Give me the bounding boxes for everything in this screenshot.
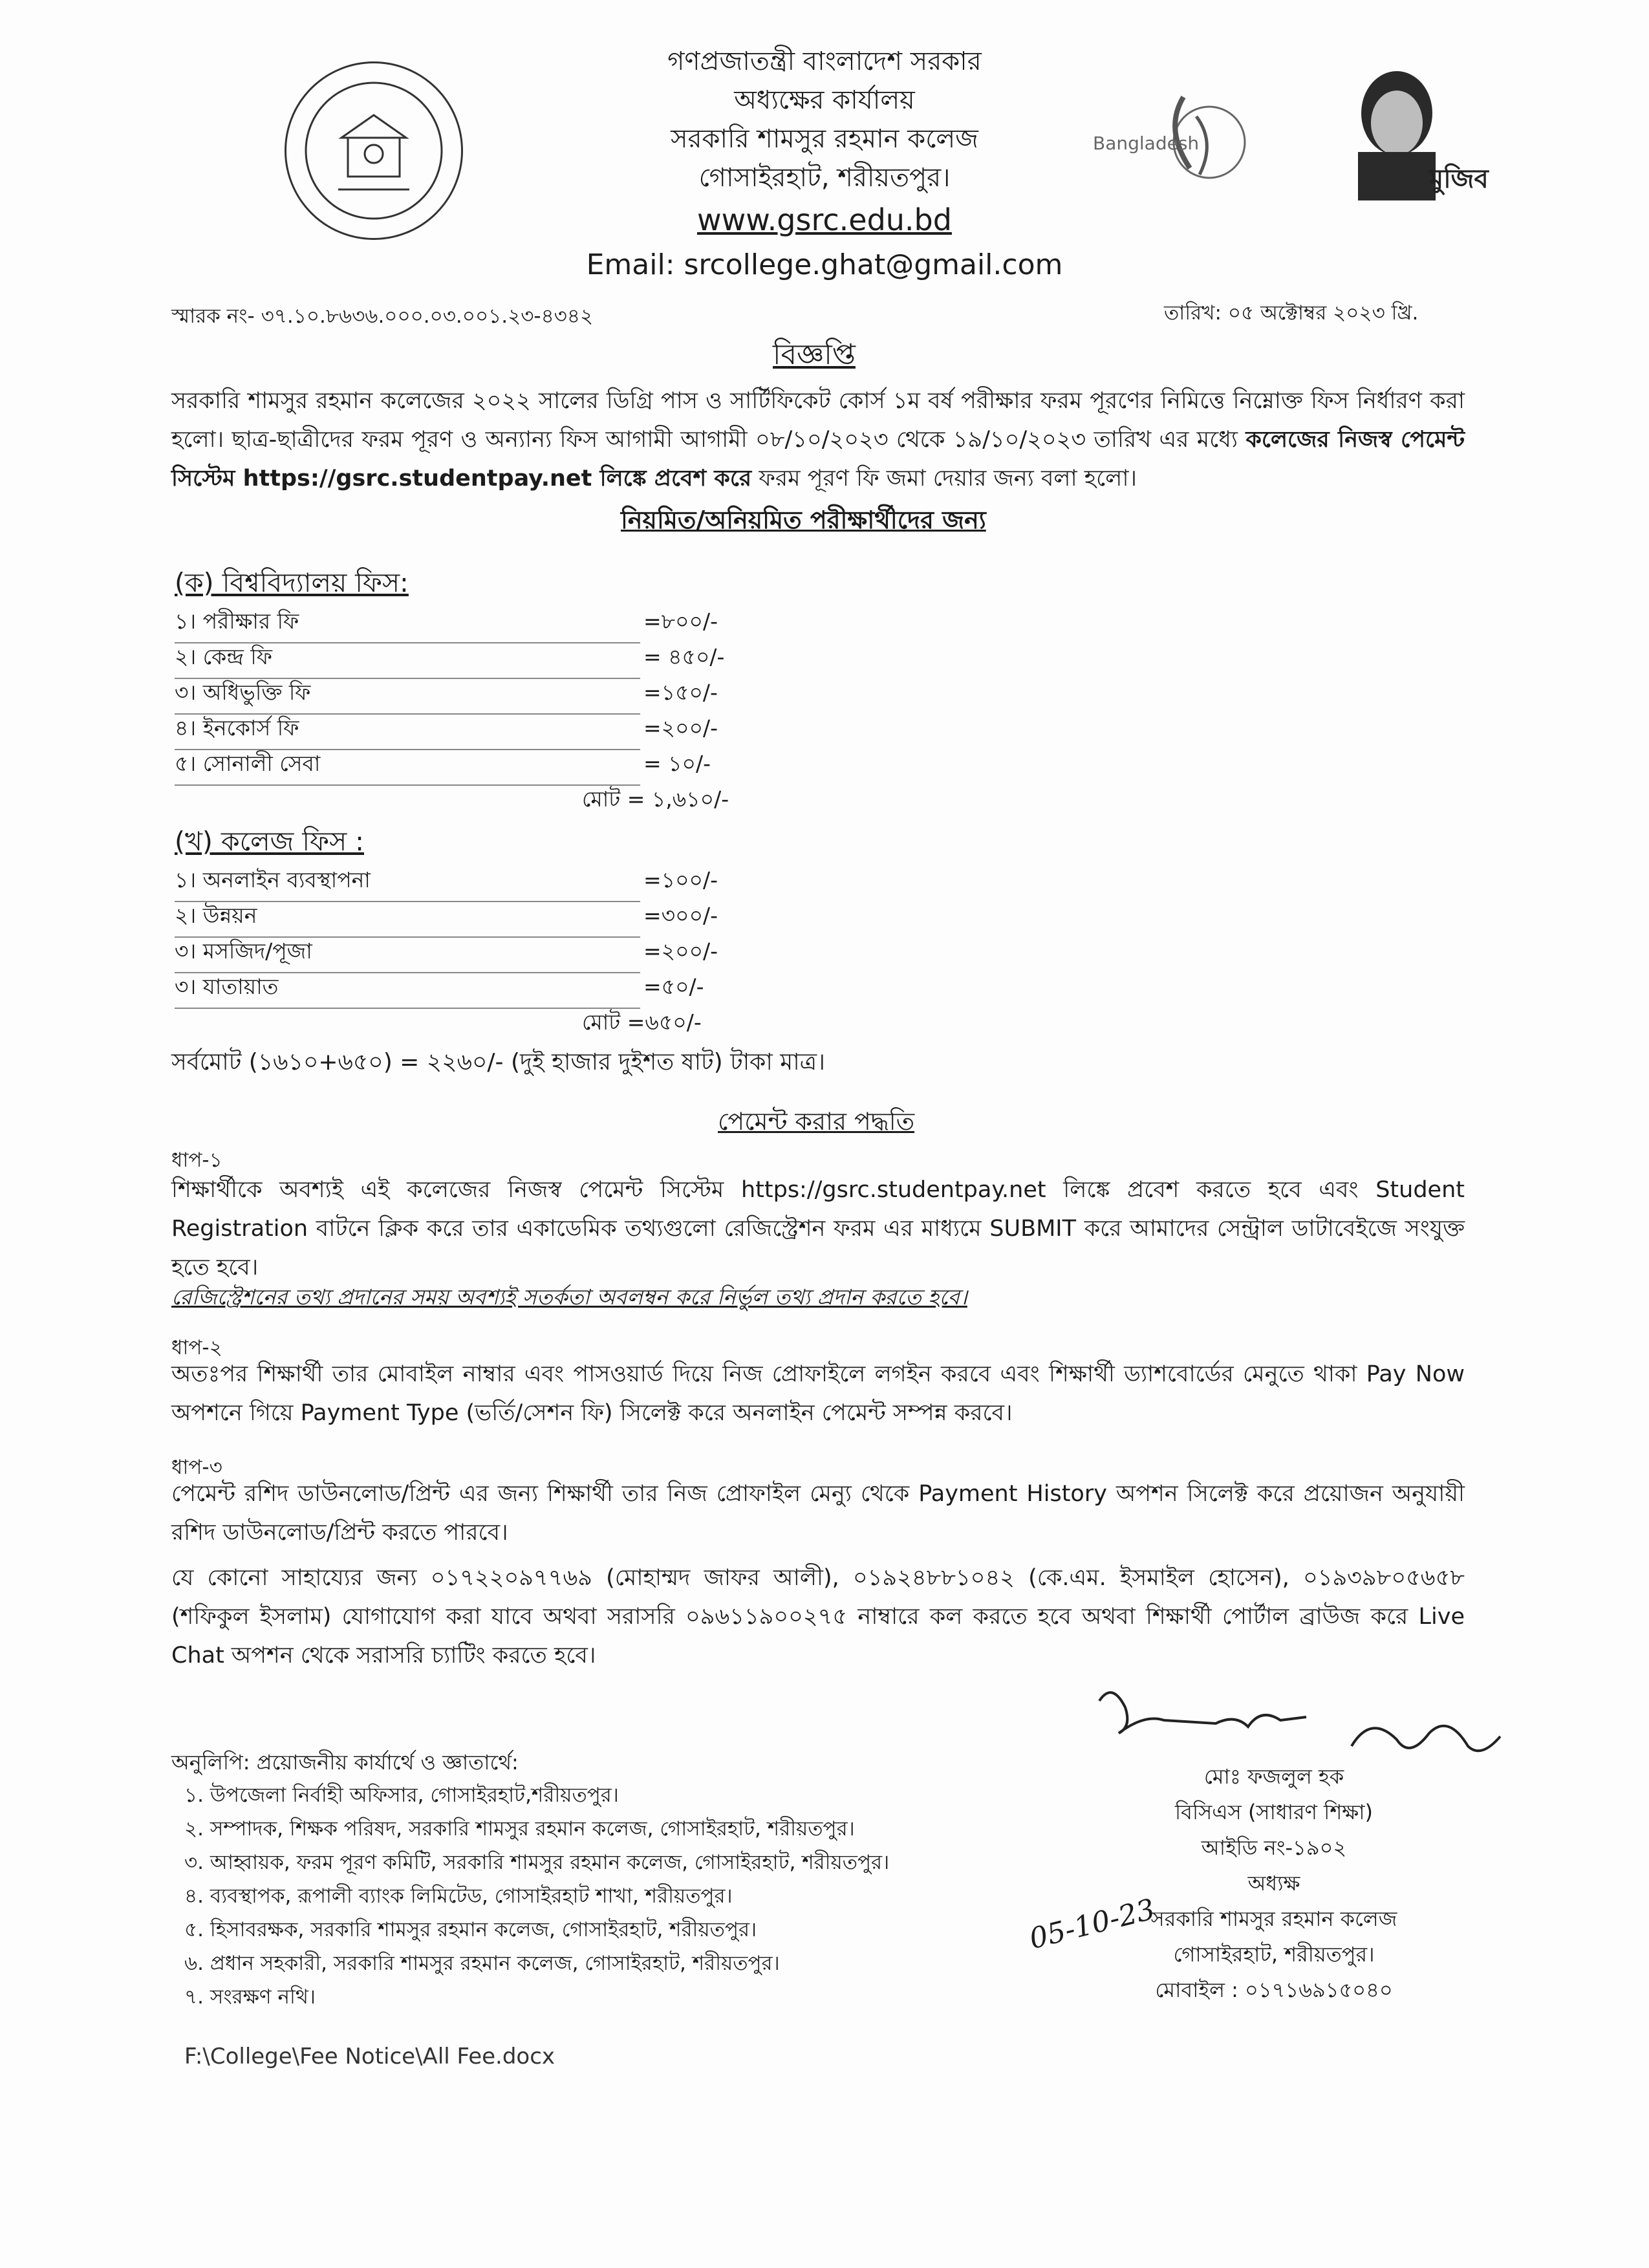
college-fee-row: [175, 899, 757, 934]
fee-label: ৩। অধিভুক্তি ফি: [175, 676, 640, 715]
signature-block: [1112, 1759, 1436, 2008]
copy-item: ৬. প্রধান সহকারী, সরকারি শামসুর রহমান কলেজ, গোসাইরহাট, শরীয়তপুর।: [184, 1952, 780, 1975]
fee-amount: =১০০/-: [643, 867, 718, 892]
fee-amount: = ১০/-: [643, 751, 711, 776]
step3-label: ধাপ-৩: [171, 1456, 222, 1479]
notice-intro: [171, 382, 1465, 498]
step1-label: ধাপ-১: [171, 1149, 222, 1172]
fee-amount: =৩০০/-: [643, 903, 718, 928]
copy-item: ৩. আহ্বায়ক, ফরম পূরণ কমিটি, সরকারি শামসুর রহমান কলেজ, গোসাইরহাট, শরীয়তপুর।: [184, 1851, 890, 1874]
copy-item: ৫. হিসাবরক্ষক, সরকারি শামসুর রহমান কলেজ, গোসাইরহাট, শরীয়তপুর।: [184, 1918, 757, 1941]
handwritten-date: 05-10-23: [1026, 1892, 1158, 1956]
intro-text-1: সরকারি শামসুর রহমান কলেজের ২০২২ সালের ডিগ্রি পাস ও সার্টিফিকেট কোর্স ১ম বর্ষ পরীক্ষার ফরম পূরণের নিমিত্তে নিম্নোক্ত ফিস নির্ধারণ করা হলো। ছাত্র-ছাত্রীদের ফরম পূরণ ও অন্যান্য ফিস আগামী আগামী ০৮/১০/২০২৩ থেকে ১৯/১০/২০২৩ তারিখ এর মধ্যে: [171, 388, 1465, 453]
step2-label: ধাপ-২: [171, 1336, 222, 1359]
fee-amount: =২০০/-: [643, 938, 718, 964]
university-fees-heading: (ক) বিশ্ববিদ্যালয় ফিস:: [175, 567, 409, 598]
fee-label: ১। অনলাইন ব্যবস্থাপনা: [175, 863, 640, 902]
fee-amount: = ৪৫০/-: [643, 644, 725, 669]
letterhead: [453, 42, 1196, 288]
copy-item: ১. উপজেলা নির্বাহী অফিসার, গোসাইরহাট,শরীয়তপুর।: [184, 1784, 619, 1807]
mujib-100-logo: [1326, 61, 1513, 204]
govt-name: গণপ্রজাতন্ত্রী বাংলাদেশ সরকার: [667, 47, 982, 76]
fee-amount: =২০০/-: [643, 715, 718, 740]
university-fee-total: মোট = ১,৬১০/-: [582, 786, 729, 812]
university-fee-row: [175, 605, 757, 640]
fee-amount: =১৫০/-: [643, 680, 718, 705]
step1-text: শিক্ষার্থীকে অবশ্যই এই কলেজের নিজস্ব পেমেন্ট সিস্টেম https://gsrc.studentpay.net লিঙ্কে প্রবেশ করতে হবে এবং Student Registration বাটনে ক্লিক করে তার একাডেমিক তথ্যগুলো রেজিস্ট্রেশন ফরম এর মাধ্যমে SUBMIT করে আমাদের সেন্ট্রাল ডাটাবেইজে সংযুক্ত হতে হবে।: [171, 1177, 1465, 1280]
signatory-role: অধ্যক্ষ: [1247, 1871, 1300, 1895]
payment-title: পেমেন্ট করার পদ্ধতি: [718, 1107, 915, 1136]
signatory-designation: বিসিএস (সাধারণ শিক্ষা): [1175, 1800, 1373, 1824]
college-logo: [285, 61, 463, 240]
intro-bold-link: কলেজের নিজস্ব পেমেন্ট সিস্টেম https://gsrc.studentpay.net লিঙ্কে প্রবেশ করে: [171, 427, 1465, 491]
signatory-id: আইডি নং-১৯০২: [1201, 1835, 1347, 1860]
copy-item: ৪. ব্যবস্থাপক, রূপালী ব্যাংক লিমিটেড, গোসাইরহাট শাখা, শরীয়তপুর।: [184, 1885, 733, 1908]
fee-amount: =৫০/-: [643, 974, 704, 999]
notice-title: বিজ্ঞপ্তি: [773, 338, 856, 371]
intro-text-2: ফরম পূরণ ফি জমা দেয়ার জন্য বলা হলো।: [751, 466, 1137, 491]
university-fee-row: [175, 640, 757, 675]
memo-number: স্মারক নং- ৩৭.১০.৮৬৩৬.০০০.০৩.০০১.২৩-৪৩৪২: [171, 305, 594, 328]
college-fee-row: [175, 934, 757, 969]
fee-label: ২। উন্নয়ন: [175, 899, 640, 938]
website-link[interactable]: www.gsrc.edu.bd: [697, 202, 952, 237]
signatory-address: গোসাইরহাট, শরীয়তপুর।: [1173, 1942, 1375, 1967]
help-text: যে কোনো সাহায্যের জন্য ০১৭২২০৯৭৭৬৯ (মোহাম্মদ জাফর আলী), ০১৯২৪৮৮১০৪২ (কে.এম. ইসমাইল হোসেন), ০১৯৩৯৮০৫৬৫৮ (শফিকুল ইসলাম) যোগাযোগ করা যাবে অথবা সরাসরি ০৯৬১১৯০০২৭৫ নাম্বারে কল করতে হবে অথবা শিক্ষার্থী পোর্টাল ব্রাউজ করে Live Chat অপশন থেকে সরাসরি চ্যাটিং করতে হবে।: [171, 1565, 1465, 1669]
copy-item: ২. সম্পাদক, শিক্ষক পরিষদ, সরকারি শামসুর রহমান কলেজ, গোসাইরহাট, শরীয়তপুর।: [184, 1817, 855, 1841]
university-fee-row: [175, 747, 757, 782]
email-text: Email: srcollege.ghat@gmail.com: [586, 248, 1063, 281]
bangladesh-logo-text: Bangladesh: [1093, 133, 1200, 154]
grand-total: সর্বমোট (১৬১০+৬৫০) = ২২৬০/- (দুই হাজার দুইশত ষাট) টাকা মাত্র।: [171, 1049, 826, 1075]
fee-label: ৩। মসজিদ/পূজা: [175, 934, 640, 973]
file-path: F:\College\Fee Notice\All Fee.docx: [184, 2044, 555, 2069]
university-fee-row: [175, 711, 757, 746]
college-emblem-icon: [286, 63, 461, 238]
step3-text: পেমেন্ট রশিদ ডাউনলোড/প্রিন্ট এর জন্য শিক্ষার্থী তার নিজ প্রোফাইল মেন্যু থেকে Payment History অপশন সিলেক্ট করে প্রয়োজন অনুযায়ী রশিদ ডাউনলোড/প্রিন্ট করতে পারবে।: [171, 1481, 1465, 1546]
fee-label: ৪। ইনকোর্স ফি: [175, 711, 640, 750]
signatory-college: সরকারি শামসুর রহমান কলেজ: [1150, 1906, 1397, 1931]
step1-note: রেজিস্ট্রেশনের তথ্য প্রদানের সময় অবশ্যই সতর্কতা অবলম্বন করে নির্ভুল তথ্য প্রদান করতে হবে।: [171, 1284, 967, 1310]
fee-label: ৫। সোনালী সেবা: [175, 747, 640, 786]
office-name: অধ্যক্ষের কার্যালয়: [734, 85, 915, 115]
copies-heading: অনুলিপি: প্রয়োজনীয় কার্যার্থে ও জ্ঞাতার্থে:: [171, 1750, 519, 1775]
college-fees-heading: (খ) কলেজ ফিস :: [175, 826, 364, 857]
step2-text: অতঃপর শিক্ষার্থী তার মোবাইল নাম্বার এবং পাসওয়ার্ড দিয়ে নিজ প্রোফাইলে লগইন করবে এবং শিক্ষার্থী ড্যাশবোর্ডের মেনুতে থাকা Pay Now অপশনে গিয়ে Payment Type (ভর্তি/সেশন ফি) সিলেক্ট করে অনলাইন পেমেন্ট সম্পন্ন করবে।: [171, 1361, 1465, 1426]
college-fee-row: [175, 970, 757, 1005]
college-name: সরকারি শামসুর রহমান কলেজ: [671, 124, 978, 154]
copies-list: [184, 1778, 889, 2014]
notice-subtitle: নিয়মিত/অনিয়মিত পরীক্ষার্থীদের জন্য: [621, 506, 986, 534]
copy-item: ৭. সংরক্ষণ নথি।: [184, 1985, 316, 2009]
college-fee-total: মোট =৬৫০/-: [582, 1010, 702, 1035]
signatory-mobile: মোবাইল : ০১৭১৬৯১৫০৪০: [1155, 1978, 1393, 2002]
fee-label: ২। কেন্দ্র ফি: [175, 640, 640, 679]
fee-label: ১। পরীক্ষার ফি: [175, 605, 640, 643]
fee-label: ৩। যাতায়াত: [175, 970, 640, 1009]
university-fee-row: [175, 676, 757, 711]
memo-date: তারিখ: ০৫ অক্টোম্বর ২০২৩ খ্রি.: [1164, 301, 1419, 325]
college-address: গোসাইরহাট, শরীয়তপুর।: [698, 163, 951, 193]
fee-amount: =৮০০/-: [643, 609, 718, 634]
mujib-logo-text: মুজিব: [1429, 164, 1489, 194]
signatory-name: মোঃ ফজলুল হক: [1203, 1764, 1344, 1789]
college-fee-row: [175, 863, 757, 898]
